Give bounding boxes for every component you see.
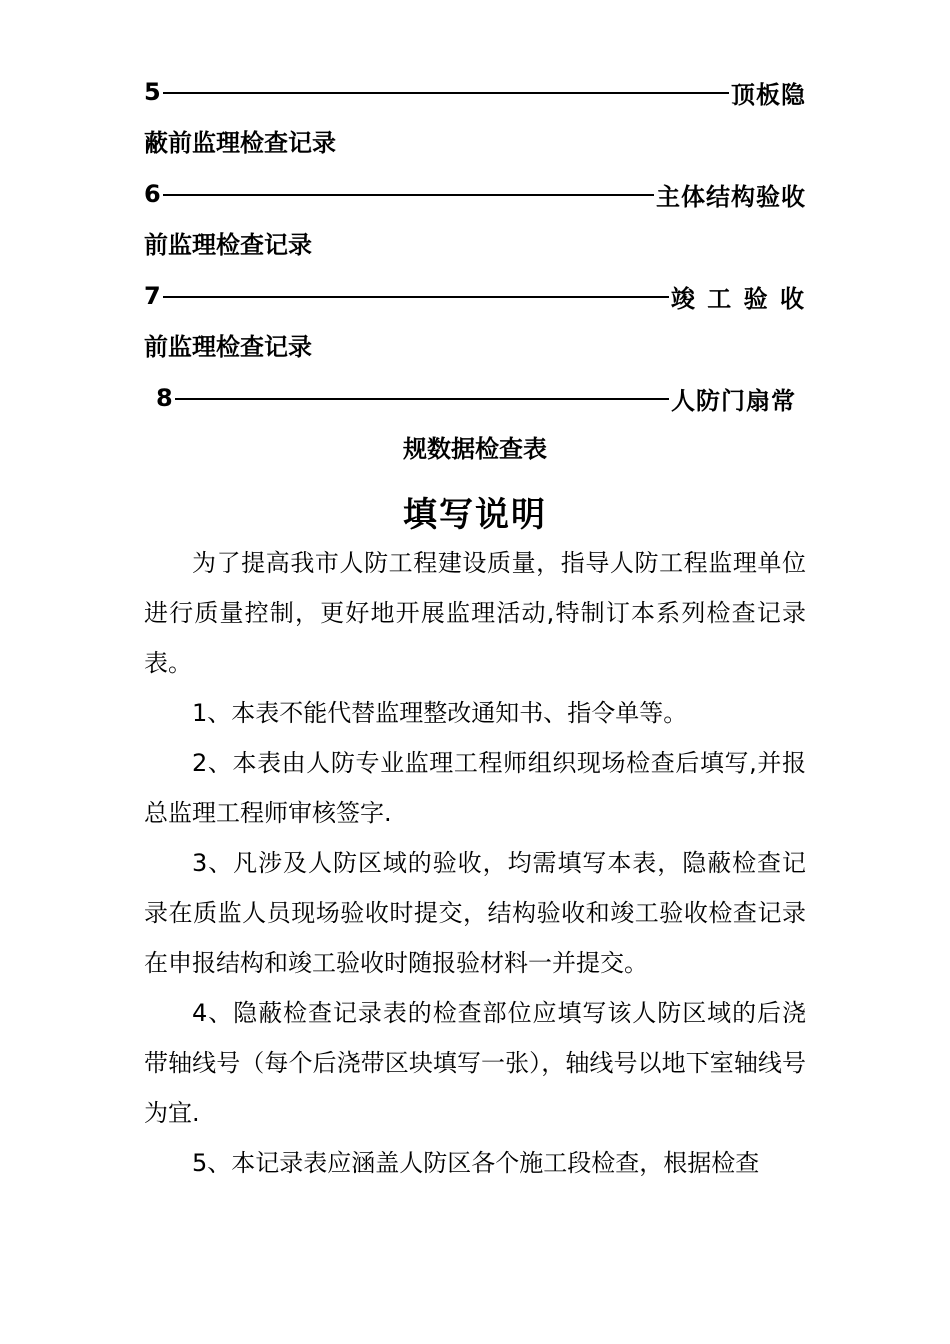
paragraph-item-3: 3、凡涉及人防区域的验收，均需填写本表，隐蔽检查记录在质监人员现场验收时提交，结构验收和竣工验收检查记录在申报结构和竣工验收时随报验材料一并提交。	[144, 849, 806, 977]
toc-item-title: 主体结构验收	[656, 182, 806, 211]
toc-item-title: 顶板隐	[731, 80, 806, 109]
toc-item-title-continuation: 前监理检查记录	[144, 333, 312, 361]
paragraph-item-1: 1、本表不能代替监理整改通知书、指令单等。	[192, 699, 688, 727]
toc-item-8	[156, 378, 796, 418]
toc-leader-line	[163, 92, 729, 94]
toc-item-title-continuation: 规数据检查表	[403, 435, 547, 463]
paragraph-intro: 为了提高我市人防工程建设质量，指导人防工程监理单位进行质量控制，更好地开展监理活动,特制订本系列检查记录表。	[144, 549, 806, 677]
toc-item-7	[144, 276, 806, 316]
toc-leader-line	[175, 398, 669, 400]
toc-item-number: 7	[144, 282, 161, 310]
section-heading: 填写说明	[403, 495, 547, 535]
toc-item-title: 竣 工 验 收	[670, 284, 806, 313]
toc-item-number: 6	[144, 180, 161, 208]
toc-item-number: 8	[156, 384, 173, 412]
toc-item-5	[144, 72, 806, 112]
instructions-body	[144, 538, 806, 1188]
toc-item-title-continuation: 前监理检查记录	[144, 231, 312, 259]
toc-item-6	[144, 174, 806, 214]
toc-item-title-continuation: 蔽前监理检查记录	[144, 129, 336, 157]
toc-item-number: 5	[144, 78, 161, 106]
paragraph-item-2: 2、本表由人防专业监理工程师组织现场检查后填写,并报总监理工程师审核签字.	[144, 749, 806, 827]
toc-item-title: 人防门扇常	[671, 386, 796, 415]
paragraph-item-4: 4、隐蔽检查记录表的检查部位应填写该人防区域的后浇带轴线号（每个后浇带区块填写一张），轴线号以地下室轴线号为宜.	[144, 999, 806, 1127]
paragraph-item-5: 5、本记录表应涵盖人防区各个施工段检查，根据检查	[192, 1149, 760, 1177]
toc-leader-line	[163, 194, 654, 196]
toc-leader-line	[163, 296, 669, 298]
